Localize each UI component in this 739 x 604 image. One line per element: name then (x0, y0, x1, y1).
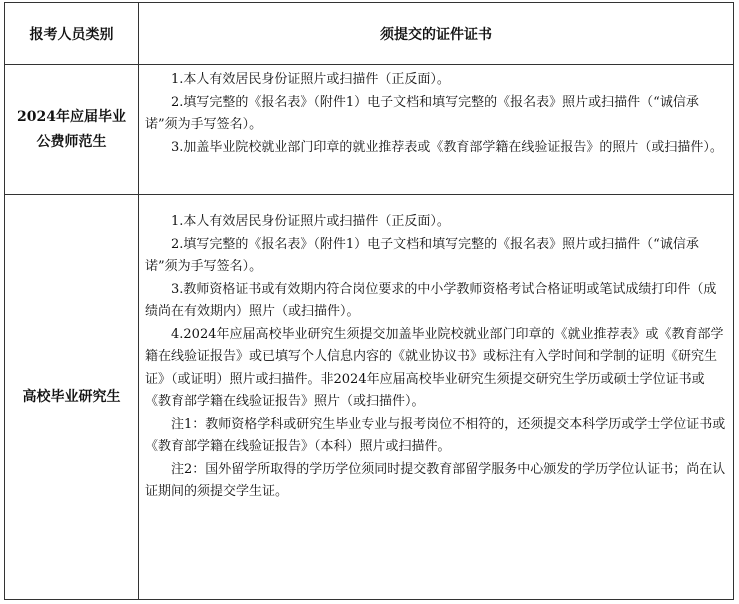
category-cell (5, 65, 139, 195)
document-item: 4.2024年应届高校毕业研究生须提交加盖毕业院校就业部门印章的《就业推荐表》或《教育部学籍在线验证报告》或已填写个人信息内容的《就业协议书》或标注有入学时间和学制的证明《研究生证》（或证明）照片或扫描件。非2024年应届高校毕业研究生须提交研究生学历或硕士学位证书或《教育部学籍在线验证报告》照片（或扫描件）。 (145, 326, 724, 409)
document-item: 2.填写完整的《报名表》（附件1）电子文档和填写完整的《报名表》照片或扫描件（“诚信承诺”须为手写签名）。 (145, 236, 699, 274)
documents-cell (139, 65, 734, 195)
header-row (5, 3, 734, 65)
requirements-table (4, 2, 734, 600)
header-category: 报考人员类别 (5, 3, 139, 65)
category-cell (5, 195, 139, 600)
header-documents: 须提交的证件证书 (139, 3, 734, 65)
documents-cell (139, 195, 734, 600)
note-item: 注1：教师资格学科或研究生毕业专业与报考岗位不相符的，还须提交本科学历或学士学位证书或《教育部学籍在线验证报告》（本科）照片或扫描件。 (145, 416, 726, 454)
document-item: 3.加盖毕业院校就业部门印章的就业推荐表或《教育部学籍在线验证报告》的照片（或扫描件）。 (171, 139, 723, 155)
category-line: 高校毕业研究生 (22, 388, 121, 405)
document-item: 1.本人有效居民身份证照片或扫描件（正反面）。 (171, 72, 450, 87)
document-item: 1.本人有效居民身份证照片或扫描件（正反面）。 (171, 214, 450, 229)
table-row (5, 65, 734, 195)
document-item: 3.教师资格证书或有效期内符合岗位要求的中小学教师资格考试合格证明或笔试成绩打印件（成绩尚在有效期内）照片（或扫描件）。 (145, 281, 717, 319)
category-line: 公费师范生 (36, 133, 107, 150)
table-row (5, 195, 734, 600)
note-item: 注2：国外留学所取得的学历学位须同时提交教育部留学服务中心颁发的学历学位认证书；尚在认证期间的须提交学生证。 (145, 461, 726, 499)
category-line: 2024年应届毕业 (17, 108, 126, 125)
document-item: 2.填写完整的《报名表》（附件1）电子文档和填写完整的《报名表》照片或扫描件（“诚信承诺”须为手写签名）。 (145, 94, 699, 132)
